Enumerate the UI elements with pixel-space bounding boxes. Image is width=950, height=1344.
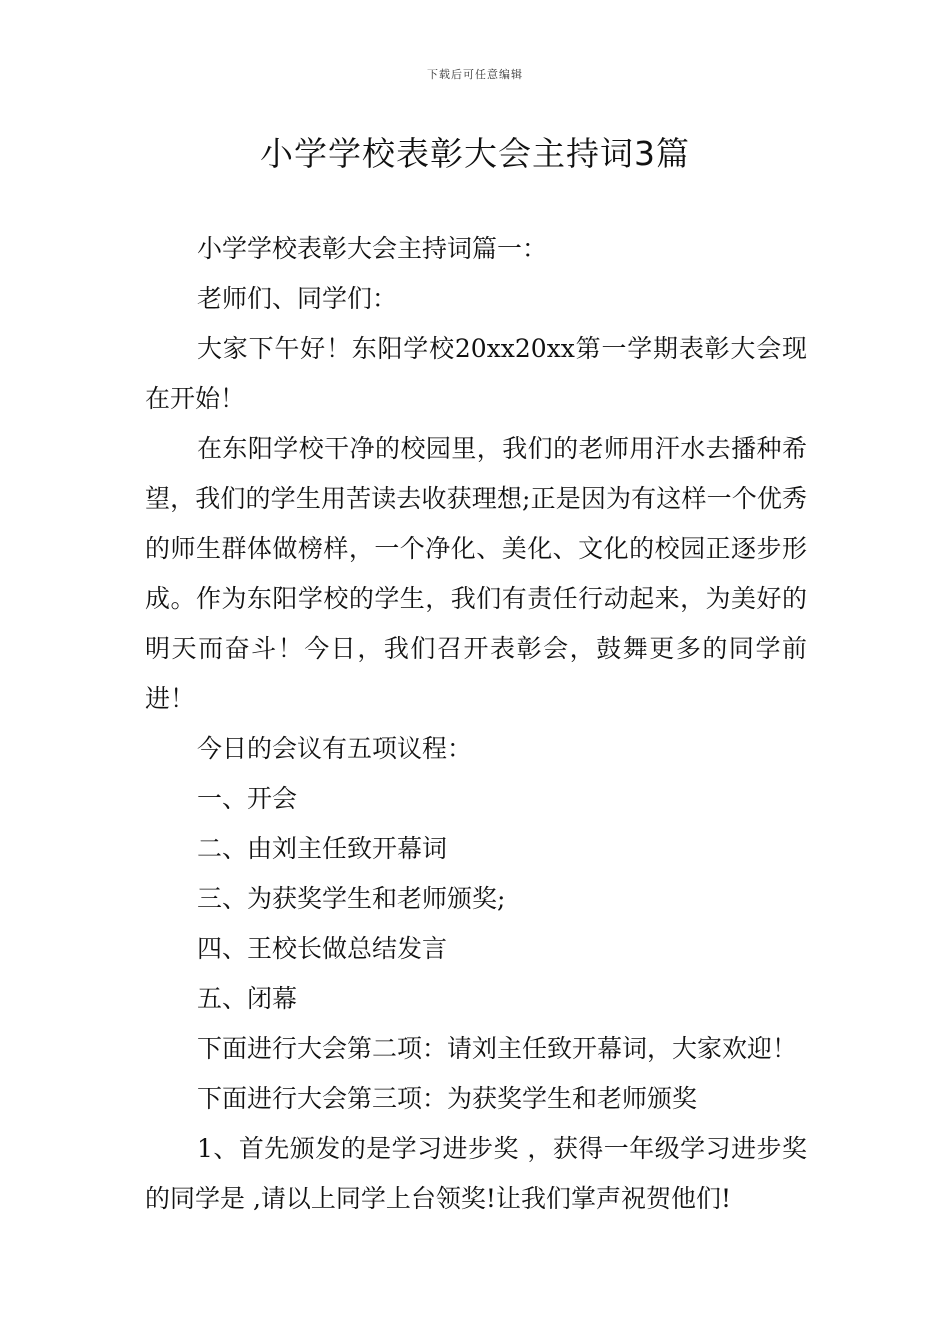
page-header-note: 下载后可任意编辑: [427, 68, 523, 81]
document-body: [145, 224, 807, 1224]
greeting-paragraph: 老师们、同学们：: [197, 284, 398, 313]
agenda-item: 三、为获奖学生和老师颁奖;: [197, 884, 506, 913]
section-heading: 小学学校表彰大会主持词篇一：: [197, 234, 548, 263]
agenda-item: 一、开会: [197, 784, 298, 813]
opening-paragraph: 大家下午好！东阳学校20xx20xx第一学期表彰大会现在开始！: [145, 334, 807, 413]
intro-paragraph: 在东阳学校干净的校园里，我们的老师用汗水去播种希望，我们的学生用苦读去收获理想;正是因为有这样一个优秀的师生群体做榜样，一个净化、美化、文化的校园正逐步形成。作为东阳学校的学生，我们有责任行动起来，为美好的明天而奋斗！今日，我们召开表彰会，鼓舞更多的同学前进！: [145, 434, 807, 713]
body-paragraph: 1、首先颁发的是学习进步奖 ，获得一年级学习进步奖的同学是 ,请以上同学上台领奖!让我们掌声祝贺他们!: [145, 1134, 807, 1213]
agenda-item: 四、王校长做总结发言: [197, 934, 448, 963]
agenda-intro: 今日的会议有五项议程：: [197, 734, 473, 763]
document-title: 小学学校表彰大会主持词3篇: [260, 134, 690, 173]
agenda-item: 二、由刘主任致开幕词: [197, 834, 448, 863]
body-paragraph: 下面进行大会第三项：为获奖学生和老师颁奖: [197, 1084, 698, 1113]
body-paragraph: 下面进行大会第二项：请刘主任致开幕词，大家欢迎！: [197, 1034, 798, 1063]
agenda-item: 五、闭幕: [197, 984, 298, 1013]
